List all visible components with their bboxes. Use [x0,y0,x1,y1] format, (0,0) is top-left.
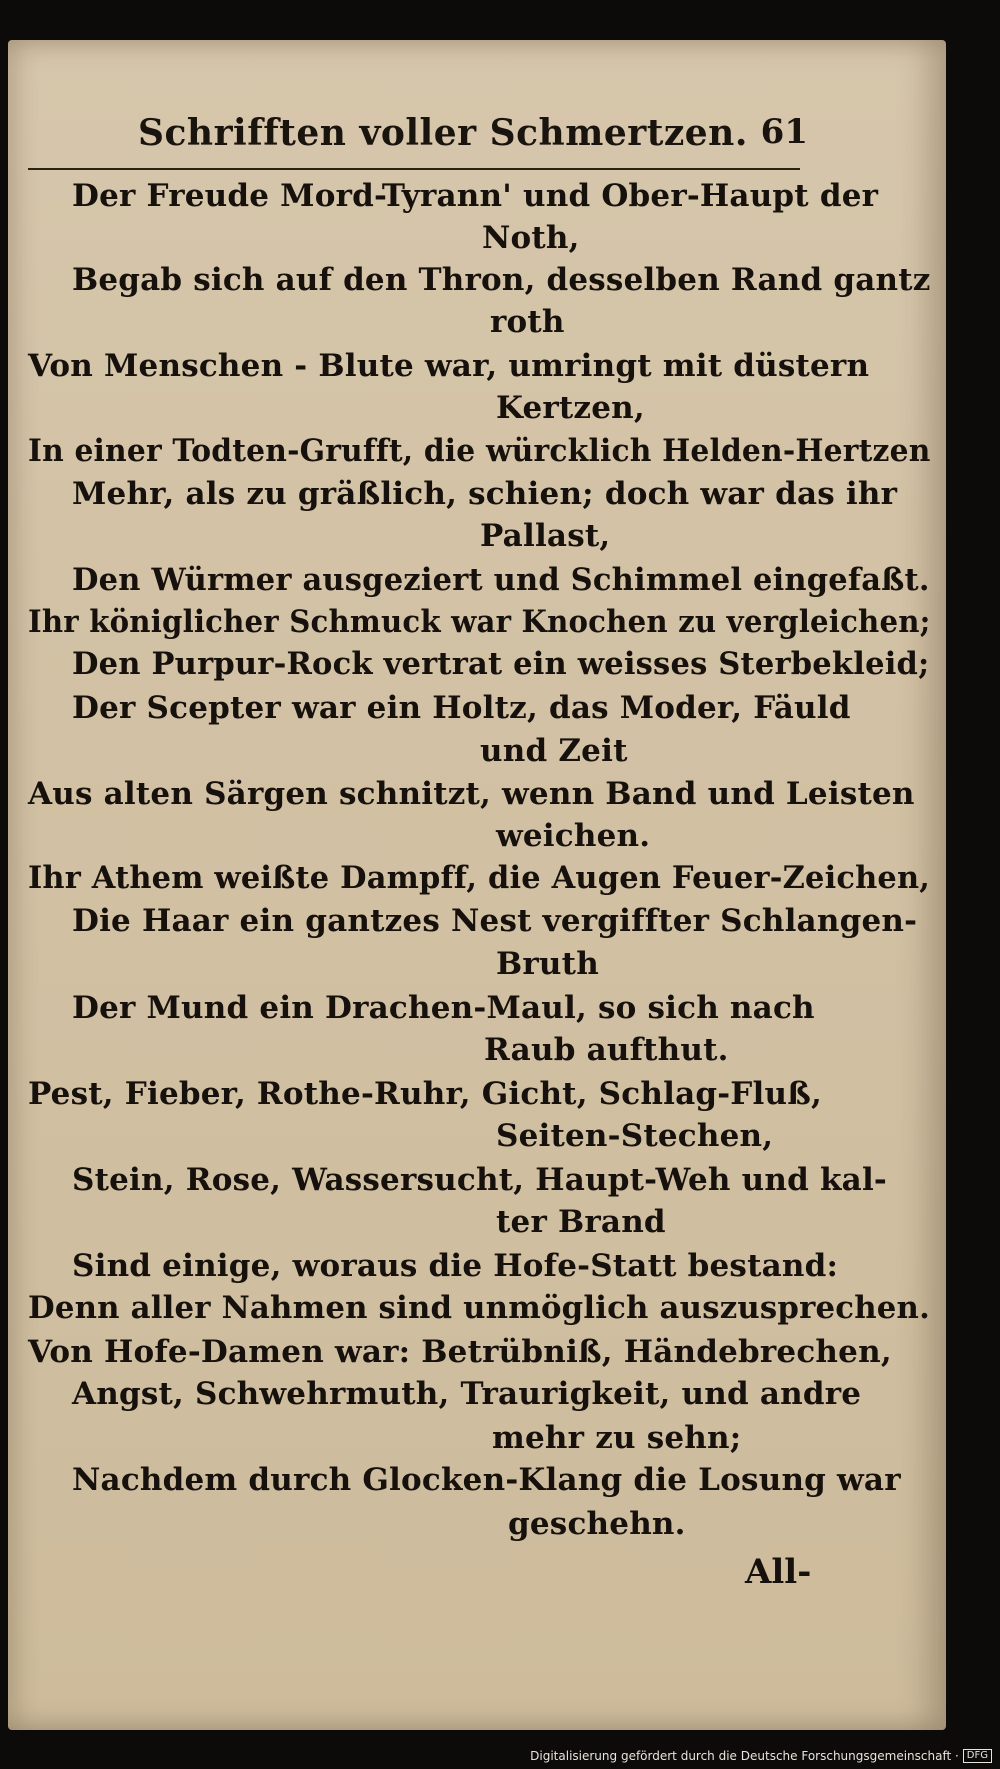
text-line: Pallast, [480,518,611,554]
dfg-logo: DFG [963,1749,992,1763]
text-line: weichen. [496,818,651,854]
text-line: geschehn. [508,1506,686,1542]
text-line: Von Menschen - Blute war, umringt mit düstern [28,348,870,384]
text-line: Von Hofe-Damen war: Betrübniß, Händebrechen, [28,1334,892,1370]
text-line: roth [490,304,565,340]
digitization-credit [530,1749,992,1764]
credit-text: Digitalisierung gefördert durch die Deutsche Forschungsgemeinschaft · [530,1748,959,1763]
text-line: Stein, Rose, Wassersucht, Haupt-Weh und kal- [72,1162,887,1198]
text-line: Der Scepter war ein Holtz, das Moder, Fäuld [72,690,851,726]
text-line: Denn aller Nahmen sind unmöglich auszusprechen. [28,1290,931,1326]
text-line: Raub aufthut. [484,1032,729,1068]
running-title: Schrifften voller Schmertzen. [138,112,748,154]
text-line: Den Purpur-Rock vertrat ein weisses Sterbekleid; [72,646,930,682]
text-line: In einer Todten-Grufft, die würcklich Helden-Hertzen [28,433,931,469]
text-line: Mehr, als zu gräßlich, schien; doch war das ihr [72,476,898,512]
text-line: Seiten-Stechen, [496,1118,774,1154]
text-line: Der Freude Mord-Tyrann' und Ober-Haupt der [72,178,879,214]
text-line: Angst, Schwehrmuth, Traurigkeit, und andre [72,1376,862,1412]
catchword: All- [745,1552,812,1592]
text-line: Ihr königlicher Schmuck war Knochen zu vergleichen; [28,604,931,640]
page-number: 61 [760,112,808,152]
text-line: mehr zu sehn; [492,1420,742,1456]
text-line: Noth, [482,220,580,256]
running-header [138,112,808,160]
text-line: ter Brand [496,1204,666,1240]
text-line: und Zeit [480,733,628,769]
text-line: Die Haar ein gantzes Nest vergiffter Schlangen- [72,903,918,939]
text-line: Der Mund ein Drachen-Maul, so sich nach [72,990,815,1026]
text-line: Nachdem durch Glocken-Klang die Losung war [72,1462,901,1498]
text-line: Ihr Athem weißte Dampff, die Augen Feuer-Zeichen, [28,860,931,896]
text-line: Kertzen, [496,390,645,426]
text-line: Sind einige, woraus die Hofe-Statt bestand: [72,1248,839,1284]
text-line: Begab sich auf den Thron, desselben Rand gantz [72,262,931,298]
text-line: Bruth [496,946,599,982]
text-line: Aus alten Särgen schnitzt, wenn Band und Leisten [28,776,915,812]
header-rule [28,168,800,170]
text-line: Pest, Fieber, Rothe-Ruhr, Gicht, Schlag-Fluß, [28,1076,822,1112]
text-line: Den Würmer ausgeziert und Schimmel eingefaßt. [72,562,930,598]
